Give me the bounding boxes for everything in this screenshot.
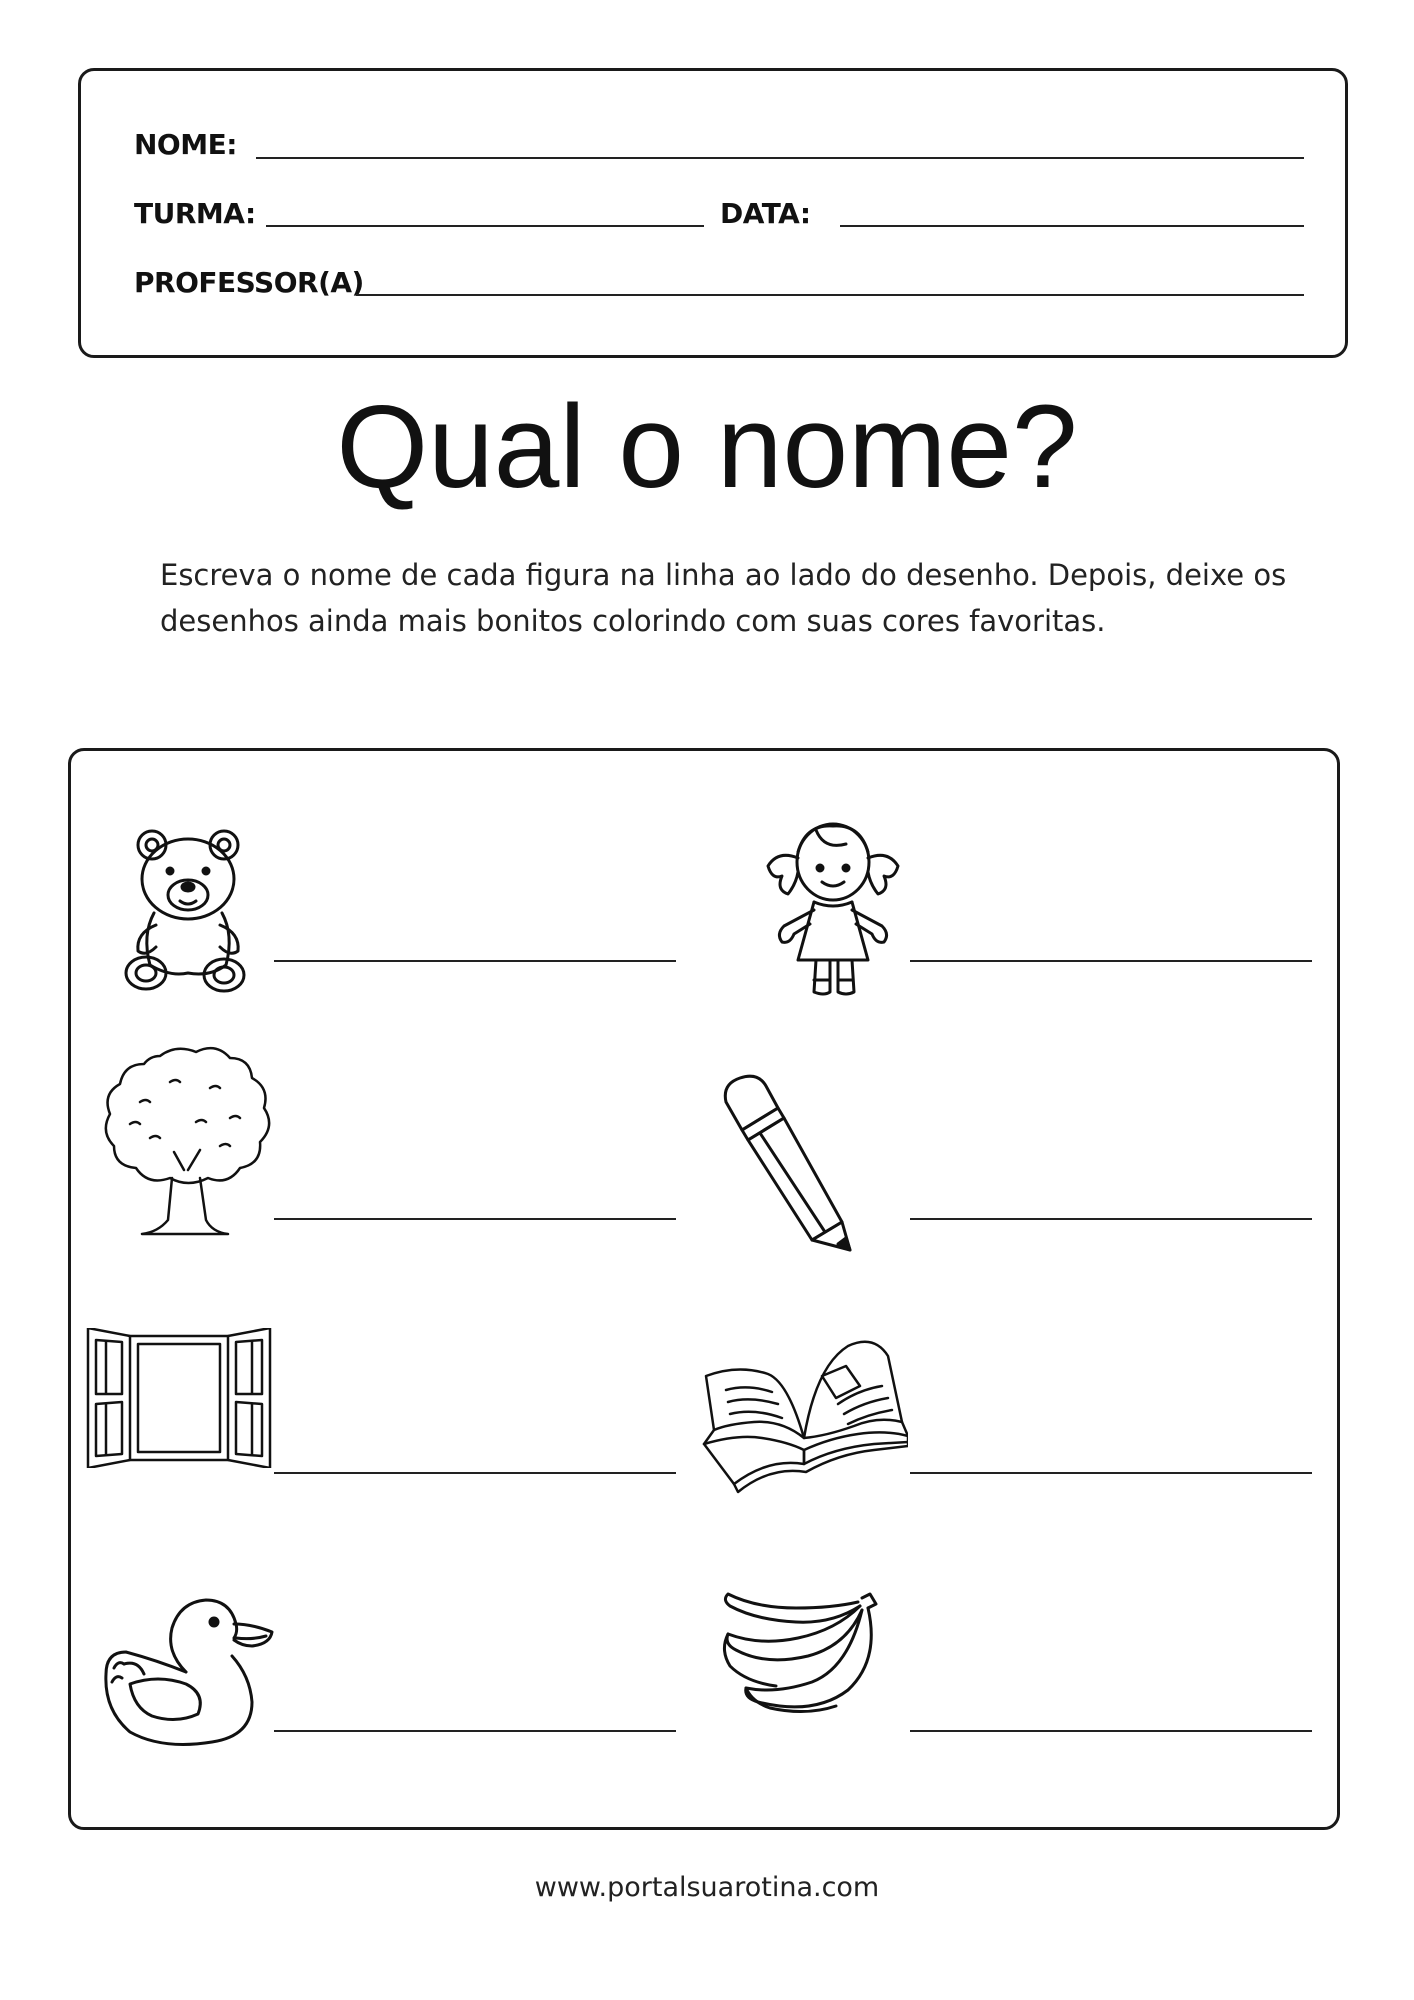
answer-line-window[interactable] [274, 1472, 676, 1474]
answer-line-pencil[interactable] [910, 1218, 1312, 1220]
footer-url: www.portalsuarotina.com [534, 1872, 880, 1903]
class-field[interactable] [266, 225, 704, 227]
answer-line-book[interactable] [910, 1472, 1312, 1474]
teacher-field[interactable] [356, 294, 1304, 296]
page-title: Qual o nome? [336, 381, 1078, 513]
answer-line-banana[interactable] [910, 1730, 1312, 1732]
window-icon [84, 1328, 274, 1468]
doll-icon [758, 810, 908, 1000]
answer-line-tree[interactable] [274, 1218, 676, 1220]
teacher-label: PROFESSOR(A) [134, 266, 364, 299]
date-field[interactable] [840, 225, 1304, 227]
pencil-icon [712, 1072, 862, 1252]
name-field[interactable] [256, 157, 1304, 159]
duck-icon [102, 1590, 282, 1750]
answer-line-duck[interactable] [274, 1730, 676, 1732]
tree-icon [100, 1042, 275, 1242]
answer-line-doll[interactable] [910, 960, 1312, 962]
student-info-box [78, 68, 1348, 358]
instructions-text: Escreva o nome de cada figura na linha ao lado do desenho. Depois, deixe os desenhos ainda mais bonitos colorindo com suas cores favoritas. [160, 558, 1287, 638]
name-label: NOME: [134, 128, 237, 161]
class-label: TURMA: [134, 197, 256, 230]
book-icon [698, 1326, 908, 1496]
teddy-bear-icon [120, 825, 250, 995]
banana-icon [716, 1590, 886, 1720]
date-label: DATA: [720, 197, 811, 230]
answer-line-teddy-bear[interactable] [274, 960, 676, 962]
